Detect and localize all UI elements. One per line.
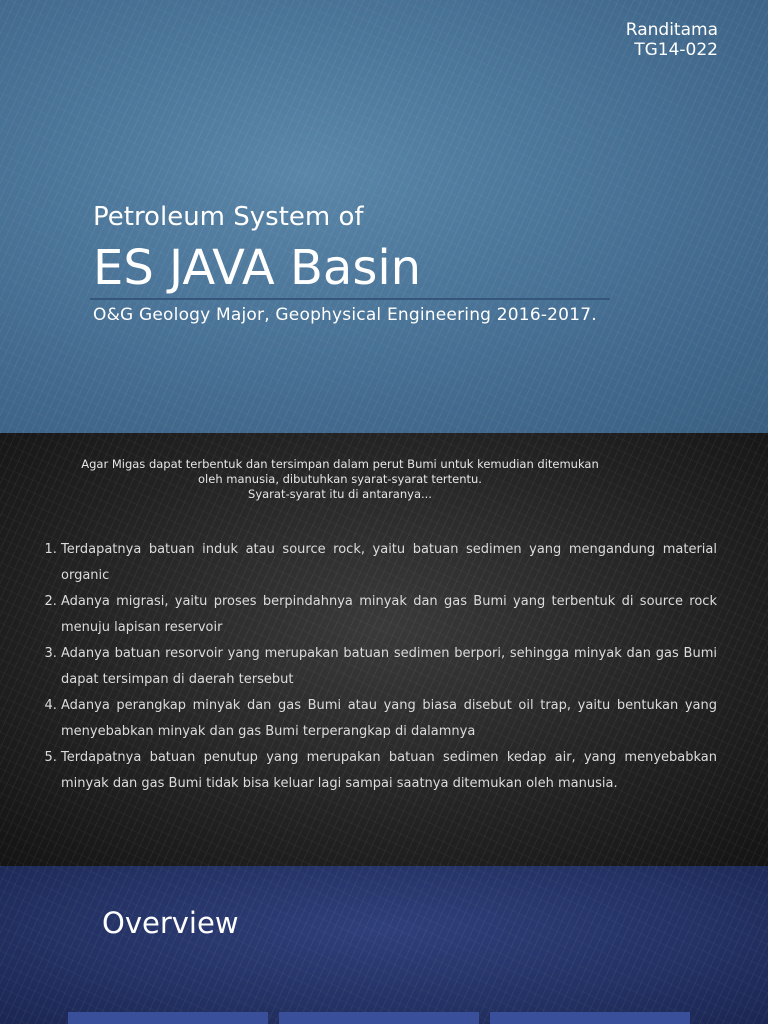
author-name: Randitama — [625, 20, 718, 40]
list-item: 4. Adanya perangkap minyak dan gas Bumi atau yang biasa disebut oil trap, yaitu bentukan yang menyebabkan minyak dan gas Bumi terperangkap di dalamnya — [61, 693, 717, 745]
list-item: 5. Terdapatnya batuan penutup yang merupakan batuan sedimen kedap air, yang menyebabkan minyak dan gas Bumi tidak bisa keluar lagi sampai saatnya ditemukan oleh manusia. — [61, 745, 717, 797]
course-line: O&G Geology Major, Geophysical Engineering 2016-2017. — [93, 305, 597, 325]
list-item: 3. Adanya batuan resorvoir yang merupakan batuan sedimen berpori, sehingga minyak dan gas Bumi dapat tersimpan di daerah tersebut — [61, 641, 717, 693]
overview-heading: Overview — [102, 906, 239, 940]
intro-text — [40, 457, 640, 502]
author-block — [626, 20, 718, 60]
chalkboard-texture — [0, 866, 768, 1024]
requirements-list — [38, 537, 717, 797]
requirements-slide — [0, 433, 768, 866]
title-divider — [90, 298, 610, 300]
overview-tile — [279, 1012, 479, 1024]
intro-line: Agar Migas dapat terbentuk dan tersimpan dalam perut Bumi untuk kemudian ditemukan — [81, 457, 599, 471]
overview-tile — [68, 1012, 268, 1024]
list-item: 2. Adanya migrasi, yaitu proses berpindahnya minyak dan gas Bumi yang terbentuk di source rock menuju lapisan reservoir — [61, 589, 717, 641]
author-id: TG14-022 — [634, 40, 718, 60]
intro-line: oleh manusia, dibutuhkan syarat-syarat tertentu. — [198, 472, 482, 486]
intro-line: Syarat-syarat itu di antaranya... — [248, 487, 432, 501]
title-slide — [0, 0, 768, 433]
list-item: 1. Terdapatnya batuan induk atau source rock, yaitu batuan sedimen yang mengandung material organic — [61, 537, 717, 589]
overview-slide — [0, 866, 768, 1024]
overview-tile — [490, 1012, 690, 1024]
slide-title: ES JAVA Basin — [93, 240, 422, 296]
slide-subtitle: Petroleum System of — [93, 202, 364, 232]
